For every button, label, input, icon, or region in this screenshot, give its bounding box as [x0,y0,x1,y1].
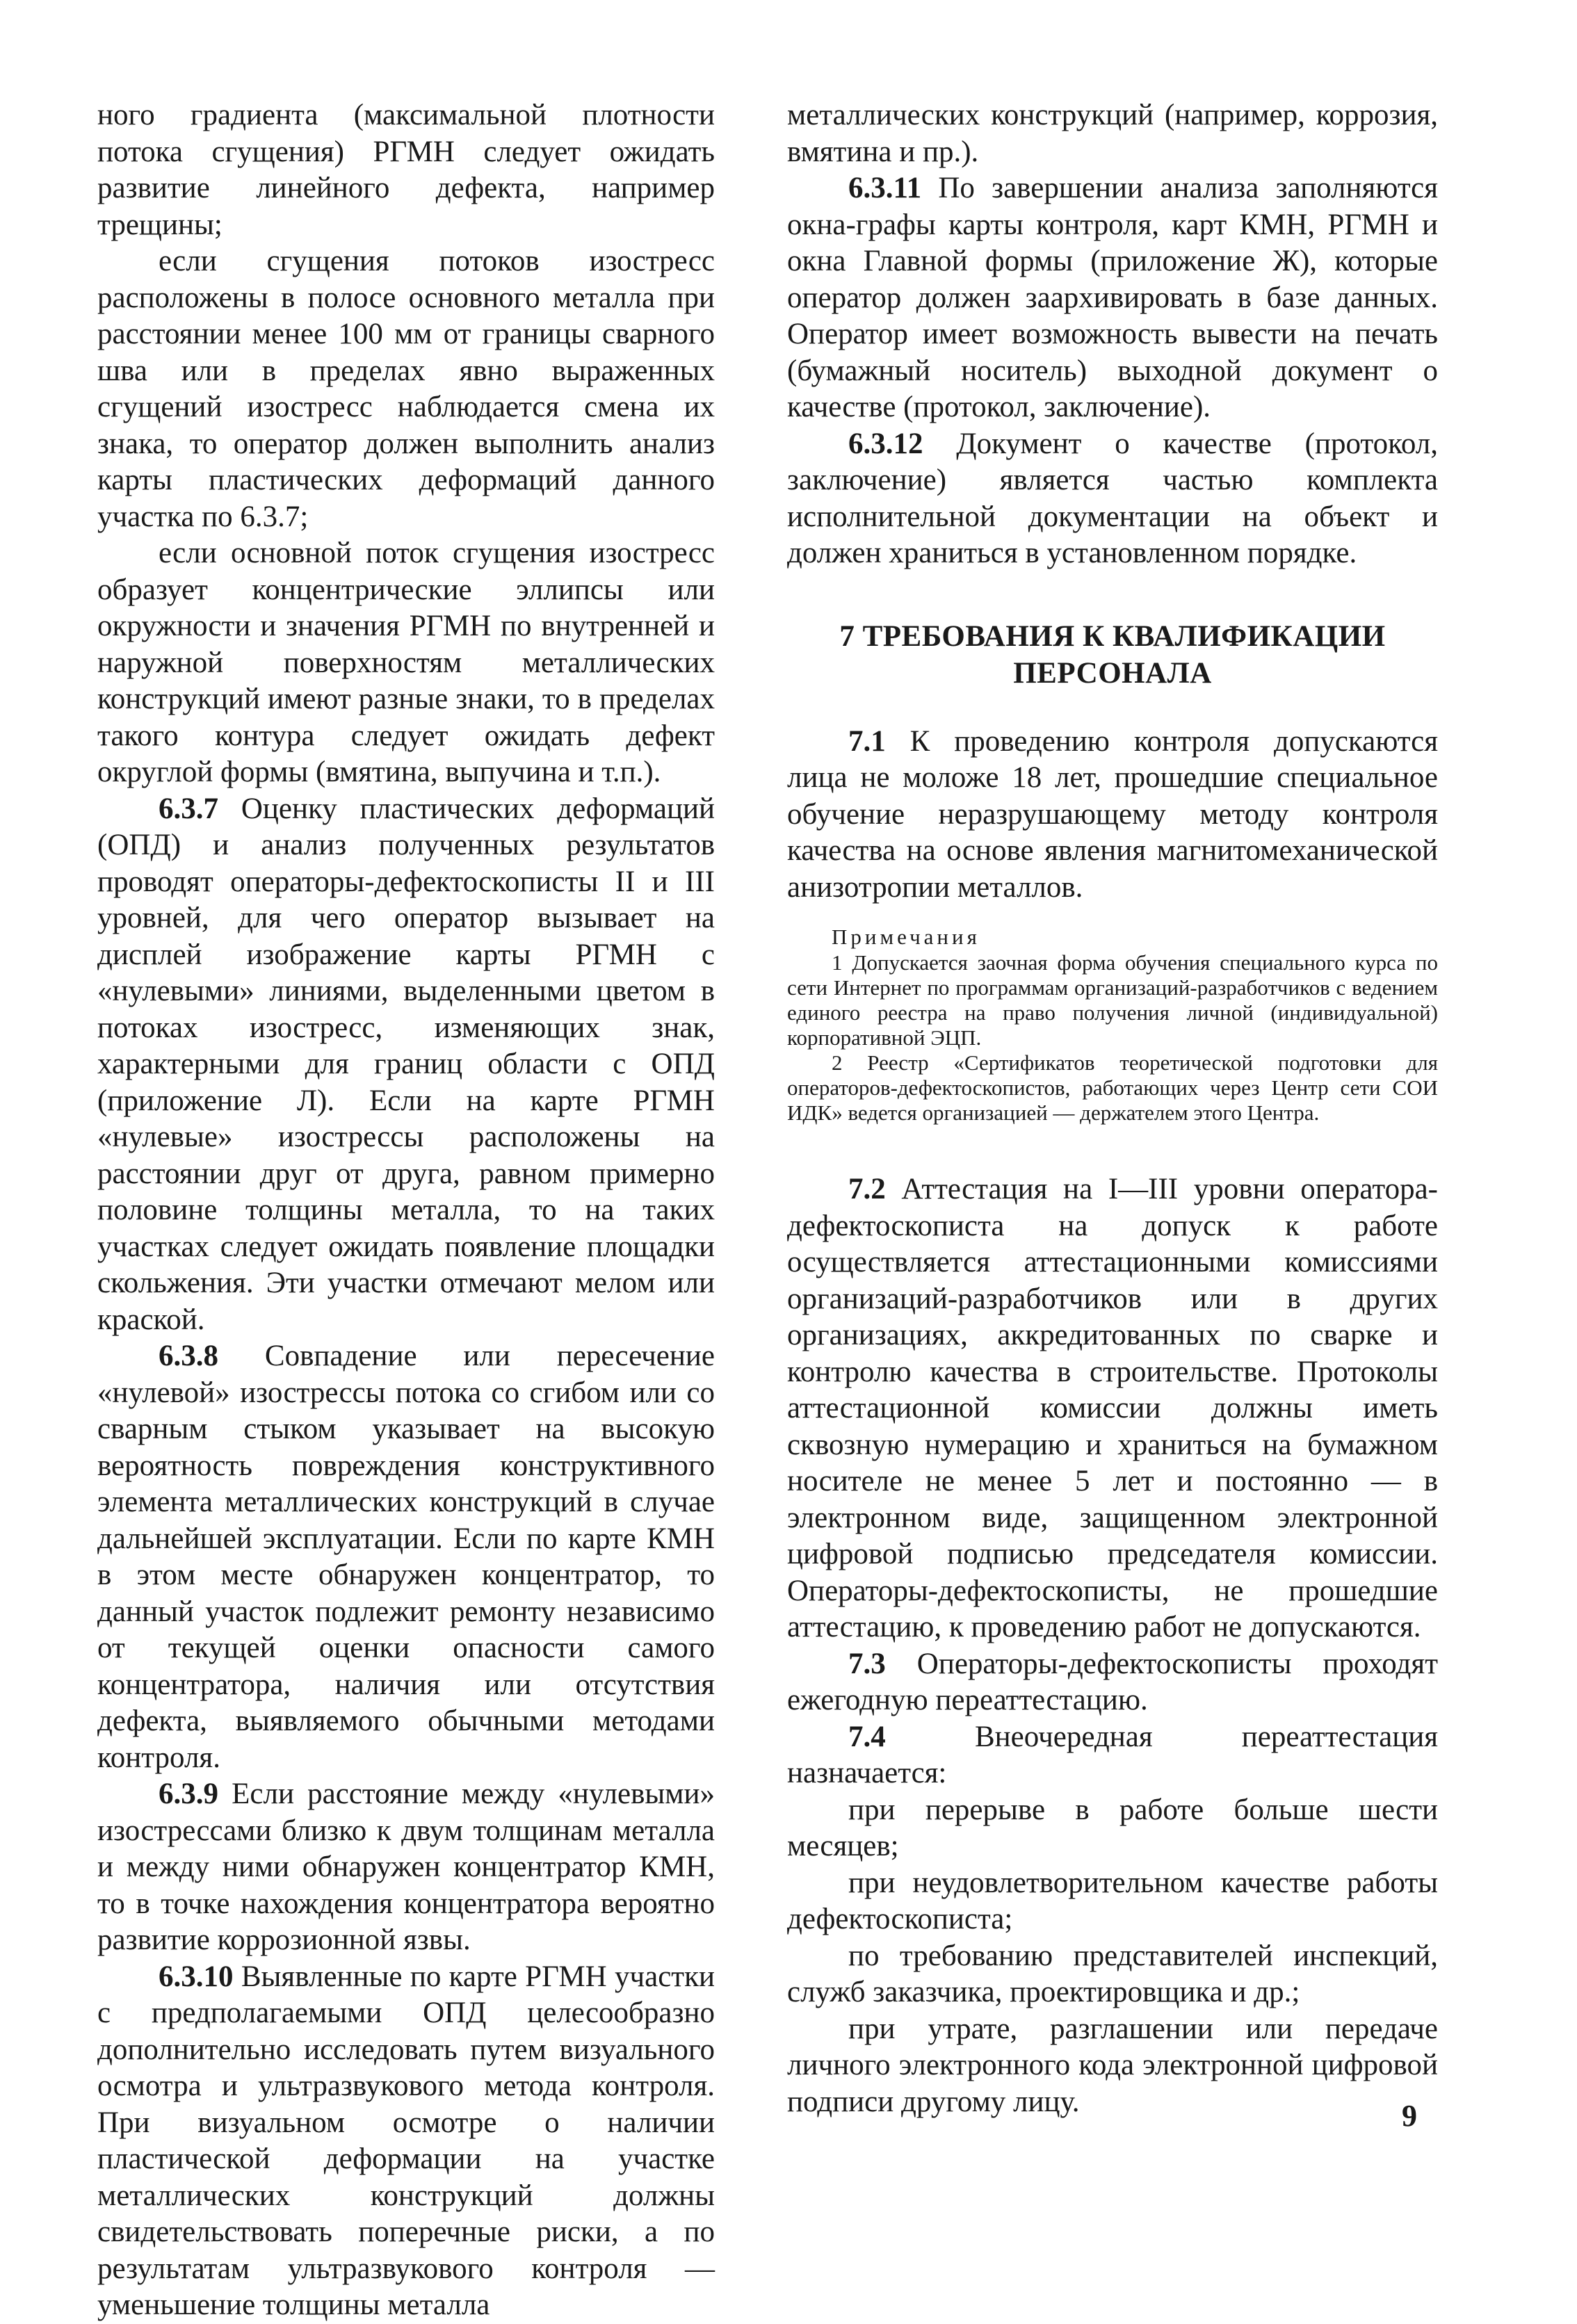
note-2: 2 Реестр «Сертификатов теоретической подготовки для операторов-дефектоскопистов, работающих через Центр сети СОИ ИДК» ведется организацией — держателем этого Центра. [787,1050,1438,1125]
clause-number: 6.3.12 [848,427,923,460]
clause-number: 6.3.9 [159,1778,218,1810]
clause-text: По завершении анализа заполняются окна-графы карты контроля, карт КМН, РГМН и окна Главной формы (приложение Ж), которые оператор должен заархивировать в базе данных. Оператор имеет возможность вывести на печать (бумажный носитель) выходной документ о качестве (протокол, заключение). [787,172,1438,423]
clause-number: 7.1 [848,724,886,758]
clause-text: Документ о качестве (протокол, заключение) является частью комплекта исполнительной документации на объект и должен храниться в установленном порядке. [787,427,1438,569]
paragraph-continuation: ного градиента (максимальной плотности потока сгущения) РГМН следует ожидать развитие линейного дефекта, например трещины; [97,99,715,241]
right-column [787,97,1438,2120]
paragraph: если сгущения потоков изостресс расположены в полосе основного металла при расстоянии менее 100 мм от границы сварного шва или в пределах явно выраженных сгущений изостресс наблюдается смена их знака, то оператор должен выполнить анализ карты пластических деформаций данного участка по 6.3.7; [97,245,715,533]
clause-6-3-11 [787,170,1438,426]
clause-number: 7.4 [848,1720,886,1753]
clause-text: Выявленные по карте РГМН участки с предполагаемыми ОПД целесообразно дополнительно исследовать путем визуального осмотра и ультразвукового метода контроля. При визуальном осмотре о наличии пластической деформации на участке металлических конструкций должны свидетельствовать поперечные риски, а по результатам ультразвукового контроля — уменьшение толщины металла [97,1960,715,2321]
clause-text: Внеочередная переаттестация назначается: [787,1720,1438,1789]
section-heading-line-2: ПЕРСОНАЛА [1013,656,1212,690]
clause-6-3-7 [97,791,715,1339]
paragraph-continuation: металлических конструкций (например, коррозия, вмятина и пр.). [787,99,1438,168]
clause-number: 6.3.7 [159,792,218,825]
clause-7-2 [787,1171,1438,1646]
left-column [97,97,715,2324]
clause-7-4 [787,1719,1438,1792]
list-item: при перерыве в работе больше шести месяцев; [787,1793,1438,1862]
clause-6-3-9 [97,1776,715,1959]
clause-7-3 [787,1646,1438,1719]
list-item: при утрате, разглашении или передаче личного электронного кода электронной цифровой подписи другому лицу. [787,2012,1438,2118]
clause-number: 6.3.8 [159,1340,218,1372]
clause-text: Совпадение или пересечение «нулевой» изострессы потока со сгибом или со сварным стыком указывает на высокую вероятность повреждения конструктивного элемента металлических конструкций в случае дальнейшей эксплуатации. Если по карте КМН в этом месте обнаружен концентратор, то данный участок подлежит ремонту независимо от текущей оценки опасности самого концентратора, наличия или отсутствия дефекта, выявляемого обычными методами контроля. [97,1340,715,1774]
paragraph: если основной поток сгущения изостресс образует концентрические эллипсы или окружности и значения РГМН по внутренней и наружной поверхностям металлических конструкций имеют разные знаки, то в пределах такого контура следует ожидать дефект округлой формы (вмятина, выпучина и т.п.). [97,537,715,788]
clause-7-1 [787,724,1438,907]
clause-text: Операторы-дефектоскописты проходят ежегодную переаттестацию. [787,1647,1438,1716]
clause-number: 7.3 [848,1647,886,1680]
clause-number: 7.2 [848,1173,886,1205]
clause-text: Если расстояние между «нулевыми» изострессами близко к двум толщинам металла и между ними обнаружен концентратор КМН, то в точке нахождения концентратора вероятно развитие коррозионной язвы. [97,1778,715,1956]
clause-6-3-10 [97,1959,715,2324]
list-item: при неудовлетворительном качестве работы дефектоскописта; [787,1866,1438,1935]
list-item: по требованию представителей инспекций, служб заказчика, проектировщика и др.; [787,1939,1438,2008]
clause-text: К проведению контроля допускаются лица не моложе 18 лет, прошедшие специальное обучение неразрушающему методу контроля качества на основе явления магнитомеханической анизотропии металлов. [787,724,1438,904]
clause-text: Оценку пластических деформаций (ОПД) и анализ полученных результатов проводят операторы-дефектоскописты II и III уровней, для чего оператор вызывает на дисплей изображение карты РГМН с «нулевыми» линиями, выделенными цветом в потоках изостресс, изменяющих знак, характерными для границ области с ОПД (приложение Л). Если на карте РГМН «нулевые» изострессы расположены на расстоянии друг от друга, равном примерно половине толщины металла, то на таких участках следует ожидать появление площадки скольжения. Эти участки отмечают мелом или краской. [97,792,715,1336]
note-1: 1 Допускается заочная форма обучения специального курса по сети Интернет по программам организаций-разработчиков с ведением единого реестра на право получения личной (индивидуальной) корпоративной ЭЦП. [787,950,1438,1050]
notes-label: Примечания [832,925,980,949]
clause-number: 6.3.10 [159,1960,234,1993]
clause-6-3-12 [787,426,1438,572]
section-heading-line-1: 7 ТРЕБОВАНИЯ К КВАЛИФИКАЦИИ [839,619,1386,653]
clause-6-3-8 [97,1338,715,1776]
clause-number: 6.3.11 [848,172,922,204]
clause-text: Аттестация на I—III уровни оператора-дефектоскописта на допуск к работе осуществляется аттестационными комиссиями организаций-разработчиков или в других организациях, аккредитованных по сварке и контролю качества в строительстве. Протоколы аттестационной комиссии должны иметь сквозную нумерацию и храниться на бумажном носителе не менее 5 лет и постоянно — в электронном виде, защищенном электронной цифровой подписью председателя комиссии. Операторы-дефектоскописты, не прошедшие аттестацию, к проведению работ не допускаются. [787,1173,1438,1643]
section-heading [787,618,1438,692]
page-number: 9 [1402,2099,1417,2133]
